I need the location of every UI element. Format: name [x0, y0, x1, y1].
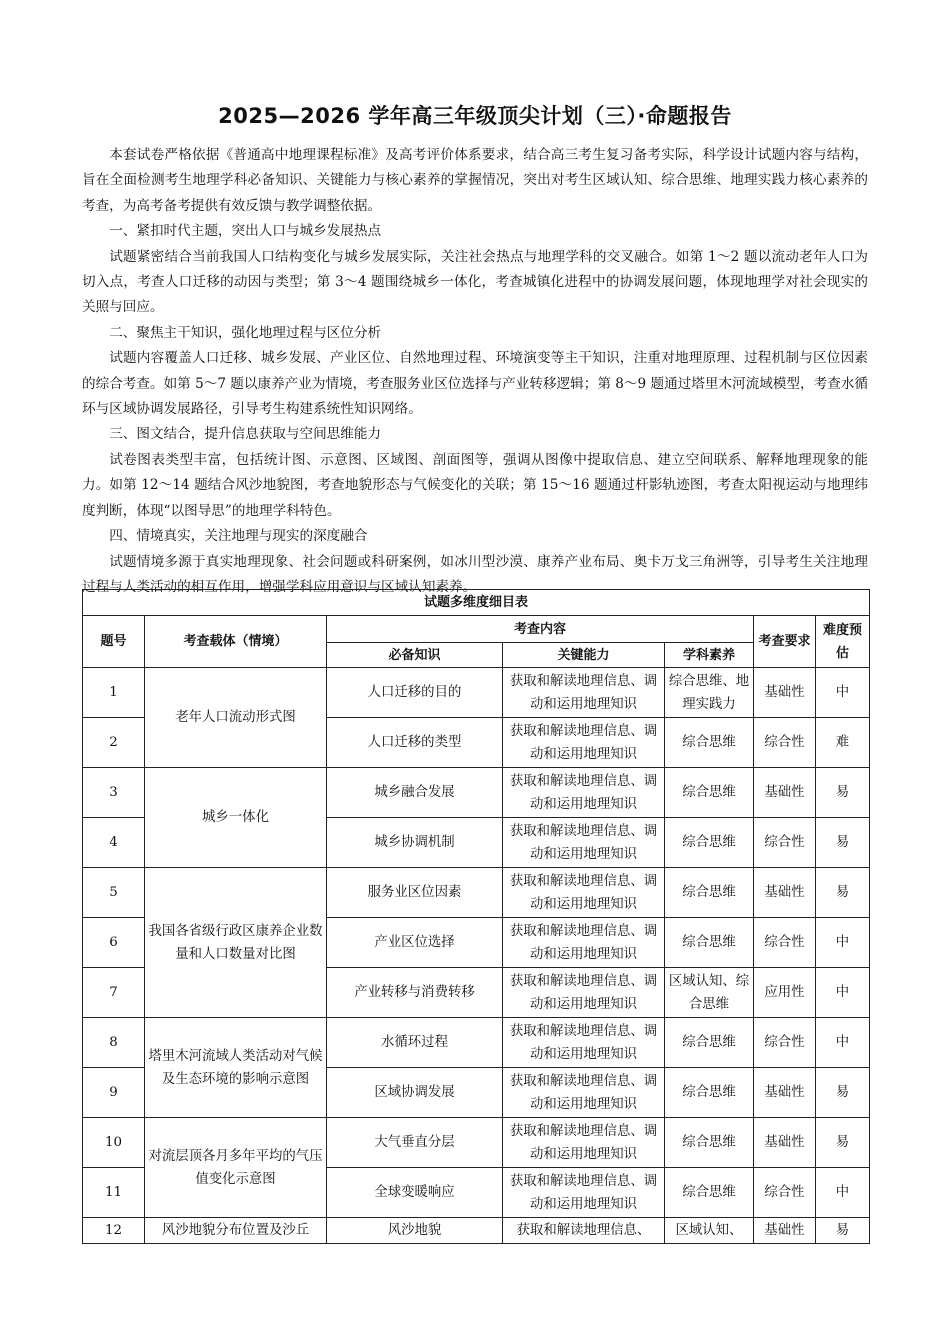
knowledge-cell: 风沙地貌 — [327, 1218, 503, 1244]
section-paragraph-4: 试题情境多源于真实地理现象、社会问题或科研案例，如冰川型沙漠、康养产业布局、奥卡万戈三角洲等，引导考生关注地理过程与人类活动的相互作用，增强学科应用意识与区域认知素养。 — [82, 553, 868, 595]
knowledge-cell: 水循环过程 — [327, 1018, 503, 1068]
requirement-cell: 基础性 — [754, 1118, 816, 1168]
requirement-cell: 综合性 — [754, 818, 816, 868]
ability-cell: 获取和解读地理信息、调动和运用地理知识 — [503, 668, 665, 718]
ability-cell: 获取和解读地理信息、调动和运用地理知识 — [503, 1018, 665, 1068]
section-heading-2: 二、聚焦主干知识，强化地理过程与区位分析 — [109, 324, 382, 341]
requirement-cell: 综合性 — [754, 1168, 816, 1218]
literacy-cell: 综合思维 — [665, 1118, 754, 1168]
table-row — [83, 668, 870, 718]
context-cell: 老年人口流动形式图 — [145, 668, 327, 768]
question-number: 12 — [83, 1218, 145, 1244]
specification-table — [82, 589, 870, 1244]
literacy-cell: 综合思维 — [665, 1018, 754, 1068]
literacy-cell: 综合思维 — [665, 718, 754, 768]
difficulty-cell: 易 — [816, 818, 870, 868]
header-number: 题号 — [83, 616, 145, 668]
difficulty-cell: 易 — [816, 1068, 870, 1118]
knowledge-cell: 区域协调发展 — [327, 1068, 503, 1118]
difficulty-cell: 易 — [816, 1118, 870, 1168]
ability-cell: 获取和解读地理信息、调动和运用地理知识 — [503, 918, 665, 968]
ability-cell: 获取和解读地理信息、调动和运用地理知识 — [503, 868, 665, 918]
difficulty-cell: 中 — [816, 918, 870, 968]
table-row — [83, 1118, 870, 1168]
requirement-cell: 综合性 — [754, 718, 816, 768]
knowledge-cell: 服务业区位因素 — [327, 868, 503, 918]
question-number: 5 — [83, 868, 145, 918]
question-number: 11 — [83, 1168, 145, 1218]
requirement-cell: 综合性 — [754, 1018, 816, 1068]
literacy-cell: 综合思维 — [665, 1068, 754, 1118]
literacy-cell: 区域认知、 — [665, 1218, 754, 1244]
knowledge-cell: 城乡协调机制 — [327, 818, 503, 868]
literacy-cell: 综合思维 — [665, 868, 754, 918]
context-cell: 对流层顶各月多年平均的气压值变化示意图 — [145, 1118, 327, 1218]
table-caption: 试题多维度细目表 — [83, 590, 870, 616]
question-number: 8 — [83, 1018, 145, 1068]
requirement-cell: 基础性 — [754, 868, 816, 918]
header-requirement: 考查要求 — [754, 616, 816, 668]
requirement-cell: 基础性 — [754, 768, 816, 818]
difficulty-cell: 难 — [816, 718, 870, 768]
question-number: 1 — [83, 668, 145, 718]
ability-cell: 获取和解读地理信息、调动和运用地理知识 — [503, 818, 665, 868]
section-paragraph-2: 试题内容覆盖人口迁移、城乡发展、产业区位、自然地理过程、环境演变等主干知识，注重对地理原理、过程机制与区位因素的综合考查。如第 5～7 题以康养产业为情境，考查服务业区位选择与产业转移逻辑；第 8～9 题通过塔里木河流域模型，考查水循环与区域协调发展路径，引导考生构建系统性知识网络。 — [82, 350, 868, 418]
ability-cell: 获取和解读地理信息、调动和运用地理知识 — [503, 1168, 665, 1218]
header-knowledge: 必备知识 — [327, 643, 503, 668]
knowledge-cell: 人口迁移的类型 — [327, 718, 503, 768]
question-number: 2 — [83, 718, 145, 768]
section-heading-3: 三、图文结合，提升信息获取与空间思维能力 — [109, 426, 382, 443]
difficulty-cell: 易 — [816, 1218, 870, 1244]
header-literacy: 学科素养 — [665, 643, 754, 668]
requirement-cell: 基础性 — [754, 1218, 816, 1244]
literacy-cell: 综合思维、地理实践力 — [665, 668, 754, 718]
ability-cell: 获取和解读地理信息、调动和运用地理知识 — [503, 768, 665, 818]
intro-paragraph: 本套试卷严格依据《普通高中地理课程标准》及高考评价体系要求，结合高三考生复习备考实际，科学设计试题内容与结构，旨在全面检测考生地理学科必备知识、关键能力与核心素养的掌握情况，突出对考生区域认知、综合思维、地理实践力核心素养的考查，为高考备考提供有效反馈与教学调整依据。 — [82, 147, 868, 214]
requirement-cell: 基础性 — [754, 1068, 816, 1118]
context-cell: 风沙地貌分布位置及沙丘 — [145, 1218, 327, 1244]
difficulty-cell: 易 — [816, 768, 870, 818]
difficulty-cell: 中 — [816, 968, 870, 1018]
question-number: 9 — [83, 1068, 145, 1118]
question-number: 10 — [83, 1118, 145, 1168]
ability-cell: 获取和解读地理信息、调动和运用地理知识 — [503, 718, 665, 768]
requirement-cell: 综合性 — [754, 918, 816, 968]
question-number: 6 — [83, 918, 145, 968]
literacy-cell: 区域认知、综合思维 — [665, 968, 754, 1018]
ability-cell: 获取和解读地理信息、调动和运用地理知识 — [503, 968, 665, 1018]
knowledge-cell: 全球变暖响应 — [327, 1168, 503, 1218]
question-number: 3 — [83, 768, 145, 818]
knowledge-cell: 人口迁移的目的 — [327, 668, 503, 718]
ability-cell: 获取和解读地理信息、调动和运用地理知识 — [503, 1068, 665, 1118]
knowledge-cell: 城乡融合发展 — [327, 768, 503, 818]
context-cell: 塔里木河流域人类活动对气候及生态环境的影响示意图 — [145, 1018, 327, 1118]
ability-cell: 获取和解读地理信息、 — [503, 1218, 665, 1244]
difficulty-cell: 中 — [816, 668, 870, 718]
ability-cell: 获取和解读地理信息、调动和运用地理知识 — [503, 1118, 665, 1168]
context-cell: 我国各省级行政区康养企业数量和人口数量对比图 — [145, 868, 327, 1018]
header-context: 考查载体（情境） — [145, 616, 327, 668]
literacy-cell: 综合思维 — [665, 918, 754, 968]
table-row — [83, 1018, 870, 1068]
table-row — [83, 768, 870, 818]
question-number: 7 — [83, 968, 145, 1018]
section-heading-1: 一、紧扣时代主题，突出人口与城乡发展热点 — [109, 223, 382, 240]
literacy-cell: 综合思维 — [665, 768, 754, 818]
difficulty-cell: 中 — [816, 1168, 870, 1218]
report-body — [82, 143, 868, 600]
literacy-cell: 综合思维 — [665, 1168, 754, 1218]
header-difficulty: 难度预估 — [816, 616, 870, 668]
context-cell: 城乡一体化 — [145, 768, 327, 868]
section-paragraph-3: 试卷图表类型丰富，包括统计图、示意图、区域图、剖面图等，强调从图像中提取信息、建立空间联系、解释地理现象的能力。如第 12～14 题结合风沙地貌图，考查地貌形态与气候变化的关联；第 15～16 题通过杆影轨迹图，考查太阳视运动与地理纬度判断，体现“以图导思”的地理学科特色。 — [82, 451, 868, 519]
header-ability: 关键能力 — [503, 643, 665, 668]
table-row — [83, 868, 870, 918]
header-content: 考查内容 — [327, 616, 754, 643]
question-number: 4 — [83, 818, 145, 868]
knowledge-cell: 大气垂直分层 — [327, 1118, 503, 1168]
difficulty-cell: 易 — [816, 868, 870, 918]
knowledge-cell: 产业转移与消费转移 — [327, 968, 503, 1018]
literacy-cell: 综合思维 — [665, 818, 754, 868]
difficulty-cell: 中 — [816, 1018, 870, 1068]
table-row — [83, 1218, 870, 1244]
section-paragraph-1: 试题紧密结合当前我国人口结构变化与城乡发展实际，关注社会热点与地理学科的交叉融合。如第 1～2 题以流动老年人口为切入点，考查人口迁移的动因与类型；第 3～4 题围绕城乡一体化，考查城镇化进程中的协调发展问题，体现地理学对社会现实的关照与回应。 — [82, 248, 868, 316]
document-title: 2025—2026 学年高三年级顶尖计划（三）·命题报告 — [218, 104, 732, 128]
requirement-cell: 基础性 — [754, 668, 816, 718]
section-heading-4: 四、情境真实，关注地理与现实的深度融合 — [109, 528, 368, 545]
knowledge-cell: 产业区位选择 — [327, 918, 503, 968]
requirement-cell: 应用性 — [754, 968, 816, 1018]
